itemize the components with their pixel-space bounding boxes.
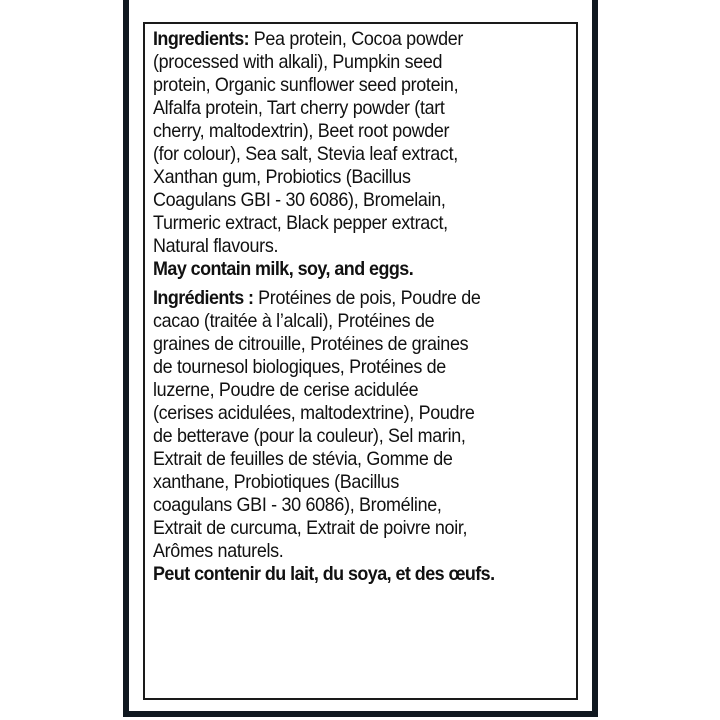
- english-ingredients-line: (for colour), Sea salt, Stevia leaf extract,: [153, 143, 458, 165]
- french-allergen-warning: Peut contenir du lait, du soya, et des œufs.: [153, 563, 495, 585]
- french-ingredients-line: Arômes naturels.: [153, 540, 284, 562]
- french-ingredients-line: (cerises acidulées, maltodextrine), Poudre: [153, 402, 475, 424]
- french-ingredients-line: luzerne, Poudre de cerise acidulée: [153, 379, 419, 401]
- english-allergen-warning: May contain milk, soy, and eggs.: [153, 258, 414, 280]
- french-ingredients-text: Protéines de pois, Poudre de: [253, 287, 481, 309]
- french-ingredients-line: [153, 287, 539, 310]
- french-ingredients-line: Extrait de feuilles de stévia, Gomme de: [153, 448, 453, 470]
- english-ingredients-line: Alfalfa protein, Tart cherry powder (tart: [153, 97, 445, 119]
- english-ingredients-text: Pea protein, Cocoa powder: [249, 28, 464, 50]
- english-ingredients-line: (processed with alkali), Pumpkin seed: [153, 51, 443, 73]
- english-ingredients-line: Turmeric extract, Black pepper extract,: [153, 212, 448, 234]
- english-ingredients-line: protein, Organic sunflower seed protein,: [153, 74, 459, 96]
- english-ingredients-heading: Ingredients:: [153, 28, 250, 50]
- french-ingredients-line: de tournesol biologiques, Protéines de: [153, 356, 446, 378]
- french-ingredients-heading: Ingrédients :: [153, 287, 254, 309]
- french-ingredients-line: Extrait de curcuma, Extrait de poivre noir,: [153, 517, 468, 539]
- english-ingredients-line: [153, 28, 539, 51]
- english-ingredients-line: cherry, maltodextrin), Beet root powder: [153, 120, 450, 142]
- french-ingredients-line: de betterave (pour la couleur), Sel marin,: [153, 425, 466, 447]
- french-ingredients-line: xanthane, Probiotiques (Bacillus: [153, 471, 399, 493]
- english-ingredients-line: Coagulans GBI - 30 6086), Bromelain,: [153, 189, 446, 211]
- french-ingredients-line: cacao (traitée à l’alcali), Protéines de: [153, 310, 435, 332]
- english-ingredients-line: Natural flavours.: [153, 235, 279, 257]
- french-ingredients-line: graines de citrouille, Protéines de graines: [153, 333, 469, 355]
- french-ingredients-line: coagulans GBI - 30 6086), Broméline,: [153, 494, 442, 516]
- french-ingredients-section: [153, 287, 539, 586]
- english-ingredients-section: [153, 28, 539, 281]
- english-ingredients-line: Xanthan gum, Probiotics (Bacillus: [153, 166, 411, 188]
- ingredients-text-block: [153, 28, 539, 586]
